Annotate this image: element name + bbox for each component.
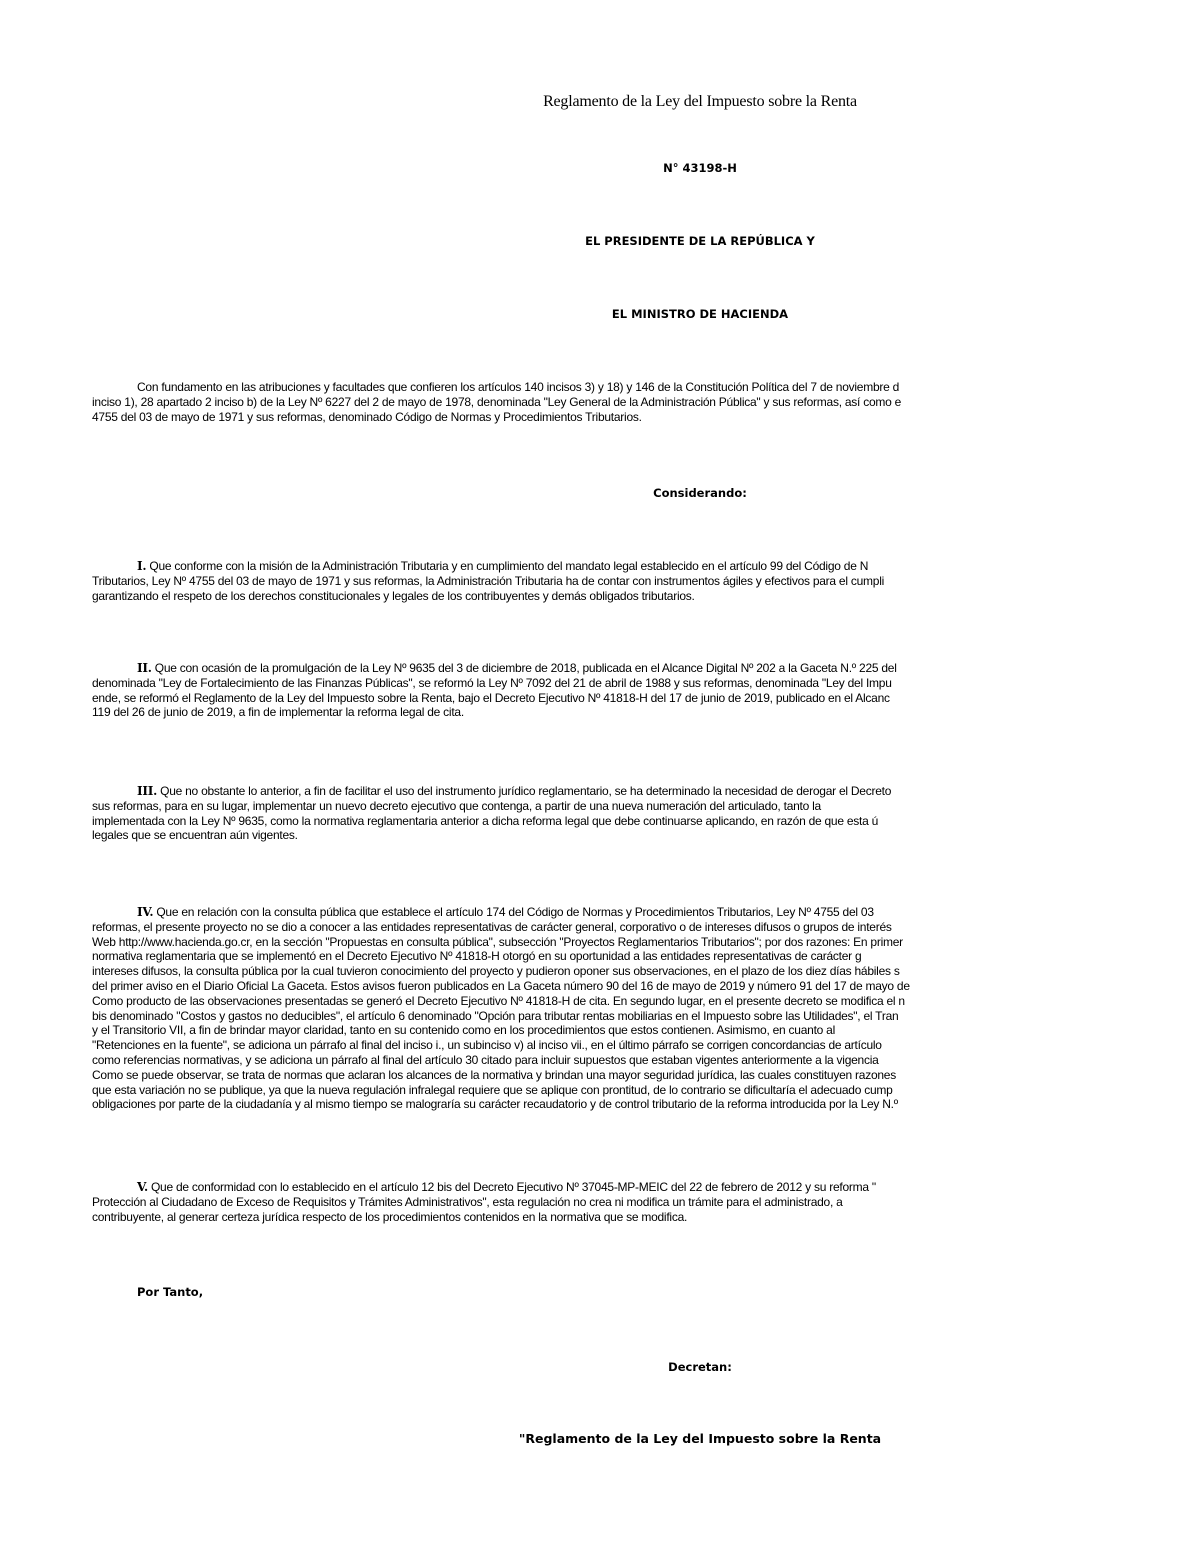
text-line: Como producto de las observaciones presentadas se generó el Decreto Ejecutivo Nº 41818-H de cita. En segundo lugar, en el presente decreto se modifica el n bbox=[92, 993, 905, 1008]
text-line: Que en relación con la consulta pública que establece el artículo 174 del Código de Normas y Procedimientos Tributarios, Ley Nº 4755 del 03 bbox=[153, 905, 874, 919]
paragraph-v bbox=[92, 1180, 1146, 1224]
final-title: "Reglamento de la Ley del Impuesto sobre la Renta bbox=[518, 1431, 882, 1446]
paragraph-label: III. bbox=[137, 784, 158, 798]
text-line: legales que se encuentran aún vigentes. bbox=[92, 828, 298, 843]
heading-minister: EL MINISTRO DE HACIENDA bbox=[611, 307, 789, 321]
text-line: intereses difusos, la consulta pública por la cual tuvieron conocimiento del proyecto y pudieron oponer sus observaciones, en el plazo de los diez días hábiles s bbox=[92, 964, 900, 979]
paragraph-i bbox=[92, 559, 1146, 603]
text-line: Protección al Ciudadano de Exceso de Requisitos y Trámites Administrativos", esta regulación no crea ni modifica un trámite para el administrado, a bbox=[92, 1194, 843, 1209]
text-line: 119 del 26 de junio de 2019, a fin de implementar la reforma legal de cita. bbox=[92, 705, 464, 720]
text-line: y el Transitorio VII, a fin de brindar mayor claridad, tanto en su contenido como en los procedimientos que estos contienen. Asimismo, en cuanto al bbox=[92, 1023, 836, 1038]
text-line: implementada con la Ley Nº 9635, como la normativa reglamentaria anterior a dicha reforma legal que debe continuarse aplicando, en razón de que esta ú bbox=[92, 813, 879, 828]
text-line: sus reformas, para en su lugar, implementar un nuevo decreto ejecutivo que contenga, a partir de una nueva numeración del articulado, tanto la bbox=[92, 798, 821, 813]
text-line: reformas, el presente proyecto no se dio a conocer a las entidades representativas de carácter general, corporativo o de intereses difusos o grupos de interés bbox=[92, 919, 892, 934]
text-line: Que no obstante lo anterior, a fin de facilitar el uso del instrumento jurídico reglamentario, se ha determinado la necesidad de derogar el Decreto bbox=[157, 784, 892, 798]
paragraph-iv bbox=[92, 905, 1146, 1112]
text-line: Que conforme con la misión de la Administración Tributaria y en cumplimiento del mandato legal establecido en el artículo 99 del Código de N bbox=[146, 559, 869, 573]
text-line: Que de conformidad con lo establecido en el artículo 12 bis del Decreto Ejecutivo Nº 37045-MP-MEIC del 22 de febrero de 2012 y su reforma " bbox=[147, 1180, 876, 1194]
decree-number: N° 43198-H bbox=[663, 161, 737, 175]
decretan-heading: Decretan: bbox=[668, 1360, 732, 1374]
text-line: denominada "Ley de Fortalecimiento de las Finanzas Públicas", se reformó la Ley Nº 7092 del 21 de abril de 1988 y sus reformas, denominada "Ley del Impu bbox=[92, 675, 892, 690]
text-line: "Retenciones en la fuente", se adiciona un párrafo al final del inciso i., un subinciso v) al inciso vii., en el último párrafo se corrigen concordancias de artículo bbox=[92, 1038, 882, 1053]
text-line: 4755 del 03 de mayo de 1971 y sus reformas, denominado Código de Normas y Procedimientos Tributarios. bbox=[92, 409, 642, 424]
text-line: Con fundamento en las atribuciones y facultades que confieren los artículos 140 incisos 3) y 18) y 146 de la Constitución Política del 7 de noviembre d bbox=[137, 380, 900, 394]
text-line: garantizando el respeto de los derechos constitucionales y legales de los contribuyentes y demás obligados tributarios. bbox=[92, 588, 695, 603]
por-tanto-heading: Por Tanto, bbox=[137, 1285, 204, 1299]
paragraph-label: I. bbox=[137, 559, 147, 573]
text-line: normativa reglamentaria que se implementó en el Decreto Ejecutivo Nº 41818-H otorgó en su oportunidad a las entidades representativas de carácter g bbox=[92, 949, 862, 964]
text-line: Como se puede observar, se trata de normas que aclaran los alcances de la normativa y brindan una mayor seguridad jurídica, las cuales constituyen razones bbox=[92, 1067, 896, 1082]
text-line: Que con ocasión de la promulgación de la Ley Nº 9635 del 3 de diciembre de 2018, publicada en el Alcance Digital Nº 202 a la Gaceta N.º 225 del bbox=[151, 661, 897, 675]
text-line: Web http://www.hacienda.go.cr, en la sección "Propuestas en consulta pública", subsección "Proyectos Reglamentarios Tributarios"; por dos razones: En primer bbox=[92, 934, 903, 949]
text-line: contribuyente, al generar certeza jurídica respecto de los procedimientos contenidos en la normativa que se modifica. bbox=[92, 1209, 688, 1224]
text-line: como referencias normativas, y se adiciona un párrafo al final del artículo 30 citado para incluir supuestos que estaban vigentes anteriormente a la vigencia bbox=[92, 1052, 879, 1067]
text-line: Tributarios, Ley Nº 4755 del 03 de mayo de 1971 y sus reformas, la Administración Tributaria ha de contar con instrumentos ágiles y efectivos para el cumpli bbox=[92, 573, 885, 588]
paragraph-iii bbox=[92, 784, 1146, 843]
paragraph-ii bbox=[92, 661, 1146, 720]
text-line: obligaciones por parte de la ciudadanía y al mismo tiempo se malograría su carácter recaudatorio y de control tributario de la reforma introducida por la Ley N.º bbox=[92, 1097, 898, 1112]
considerando-heading: Considerando: bbox=[653, 486, 747, 500]
text-line: del primer aviso en el Diario Oficial La Gaceta. Estos avisos fueron publicados en La Gaceta número 90 del 16 de mayo de 2019 y número 91 del 17 de mayo de bbox=[92, 978, 910, 993]
text-line: bis denominado "Costos y gastos no deducibles", el artículo 6 denominado "Opción para tributar rentas mobiliarias en el Impuesto sobre las Utilidades", el Tran bbox=[92, 1008, 899, 1023]
text-line: ende, se reformó el Reglamento de la Ley del Impuesto sobre la Renta, bajo el Decreto Ejecutivo Nº 41818-H del 17 de junio de 2019, publicado en el Alcanc bbox=[92, 690, 890, 705]
preamble-paragraph bbox=[92, 380, 1146, 424]
heading-president: EL PRESIDENTE DE LA REPÚBLICA Y bbox=[585, 234, 815, 248]
document-title: Reglamento de la Ley del Impuesto sobre la Renta bbox=[543, 93, 857, 110]
paragraph-label: II. bbox=[137, 661, 152, 675]
text-line: inciso 1), 28 apartado 2 inciso b) de la Ley Nº 6227 del 2 de mayo de 1978, denominada "Ley General de la Administración Pública" y sus reformas, así como e bbox=[92, 394, 902, 409]
paragraph-label: IV. bbox=[137, 905, 154, 919]
paragraph-label: V. bbox=[137, 1180, 148, 1194]
text-line: que esta variación no se publique, ya que la nueva regulación infralegal requiere que se aplique con prontitud, de lo contrario se dificultaría el adecuado cump bbox=[92, 1082, 893, 1097]
